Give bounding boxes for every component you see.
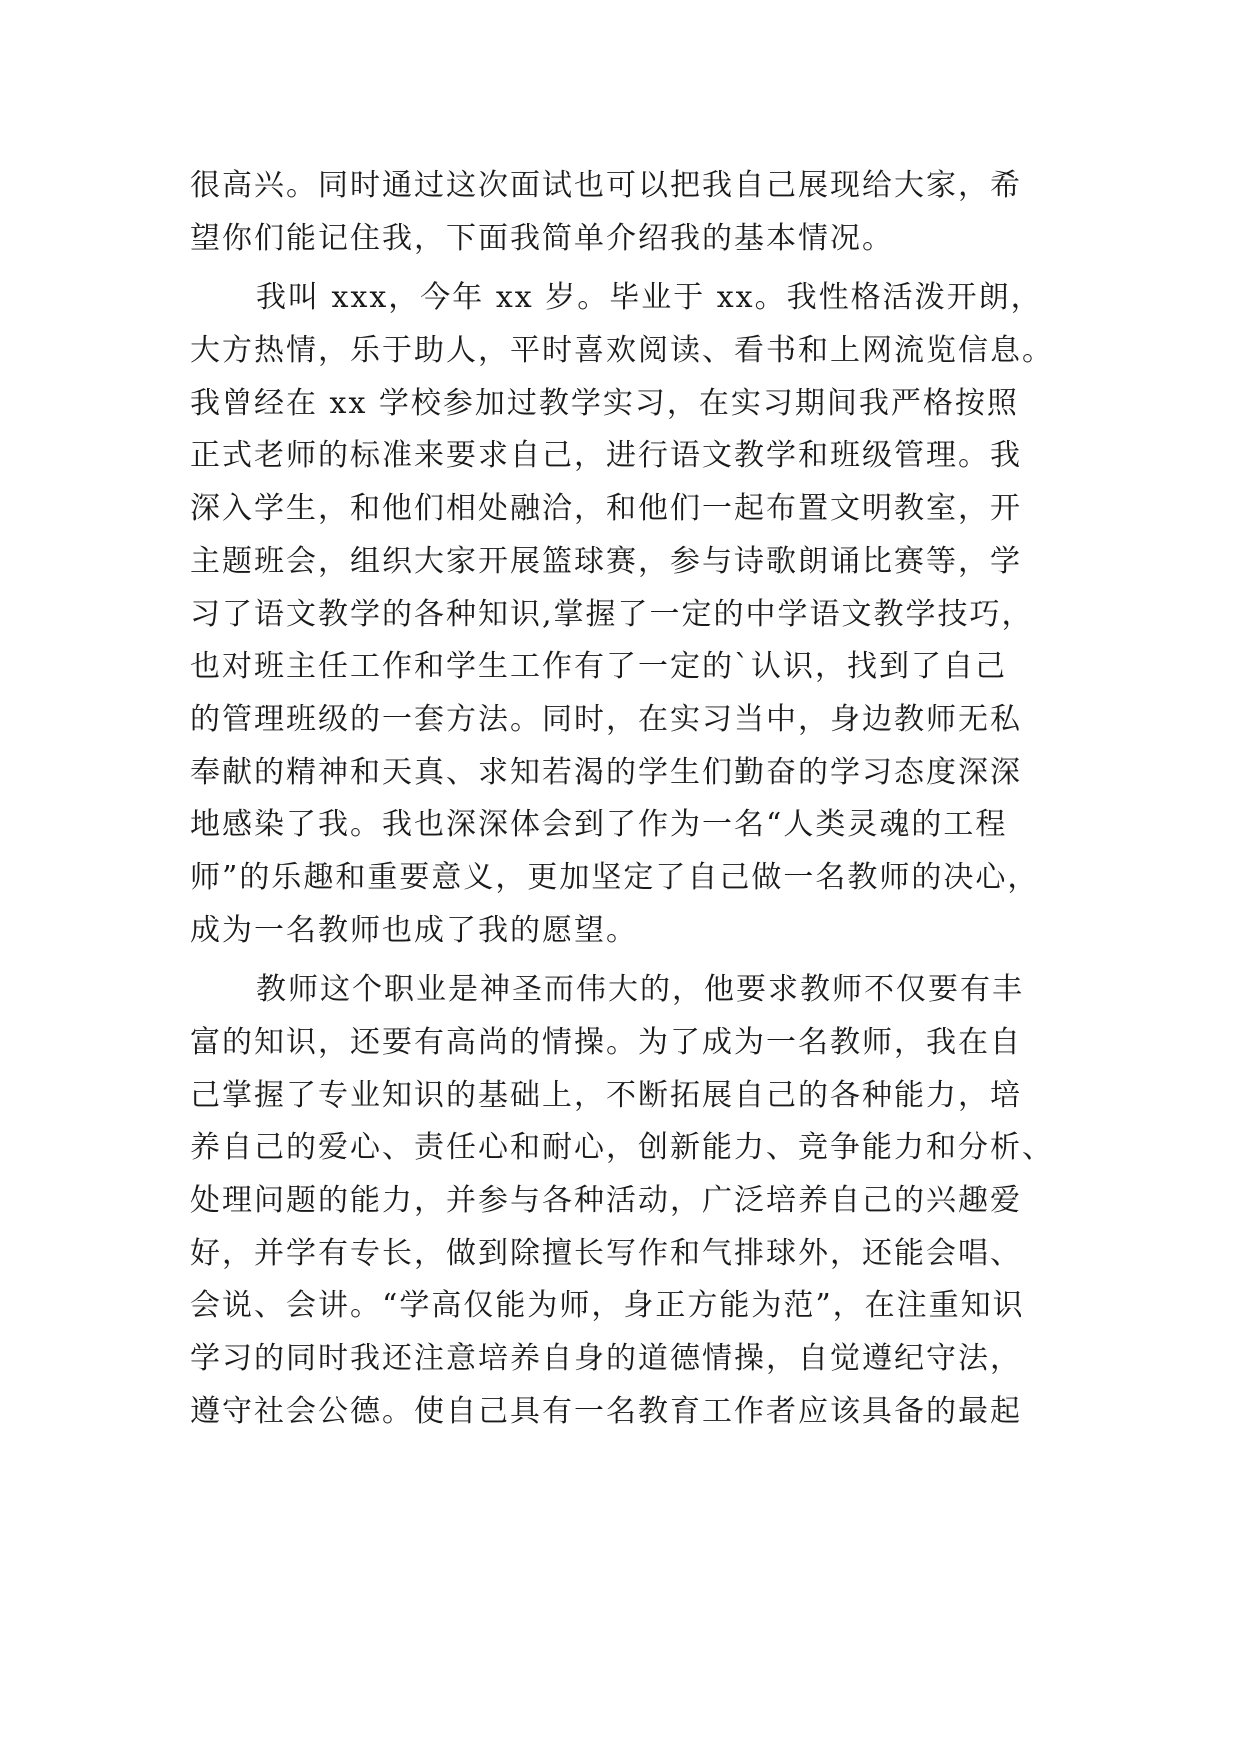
text-line: 奉献的精神和天真、求知若渴的学生们勤奋的学习态度深深 xyxy=(190,754,1022,790)
text-line: 我叫 xxx，今年 xx 岁。毕业于 xx。我性格活泼开朗， xyxy=(256,280,1043,316)
text-line: 教师这个职业是神圣而伟大的，他要求教师不仅要有丰 xyxy=(256,972,1024,1008)
text-line: 学习的同时我还注意培养自身的道德情操，自觉遵纪守法， xyxy=(190,1341,1022,1377)
paragraph-spacer xyxy=(190,265,1060,272)
text-line: 会说、会讲。“学高仅能为师，身正方能为范”，在注重知识 xyxy=(190,1288,1025,1324)
text-line: 好，并学有专长，做到除擅长写作和气排球外，还能会唱、 xyxy=(190,1235,1022,1271)
text-line: 深入学生，和他们相处融洽，和他们一起布置文明教室，开 xyxy=(190,491,1022,527)
text-line: 的管理班级的一套方法。同时，在实习当中，身边教师无私 xyxy=(190,701,1022,737)
text-line: 己掌握了专业知识的基础上，不断拓展自己的各种能力，培 xyxy=(190,1077,1022,1113)
text-line: 养自己的爱心、责任心和耐心，创新能力、竞争能力和分析、 xyxy=(190,1130,1054,1166)
text-line: 成为一名教师也成了我的愿望。 xyxy=(190,912,638,948)
text-line: 正式老师的标准来要求自己，进行语文教学和班级管理。我 xyxy=(190,438,1022,474)
document-body xyxy=(190,160,1060,1439)
text-line: 主题班会，组织大家开展篮球赛，参与诗歌朗诵比赛等，学 xyxy=(190,543,1022,579)
text-line: 遵守社会公德。使自己具有一名教育工作者应该具备的最起 xyxy=(190,1393,1022,1429)
text-line: 地感染了我。我也深深体会到了作为一名“人类灵魂的工程 xyxy=(190,807,1008,843)
text-line: 处理问题的能力，并参与各种活动，广泛培养自己的兴趣爱 xyxy=(190,1183,1022,1219)
text-line: 很高兴。同时通过这次面试也可以把我自己展现给大家，希 xyxy=(190,168,1022,203)
text-line: 师”的乐趣和重要意义，更加坚定了自己做一名教师的决心， xyxy=(190,859,1040,895)
text-line: 也对班主任工作和学生工作有了一定的`认识，找到了自己 xyxy=(190,649,1007,685)
paragraph-spacer xyxy=(190,957,1060,964)
text-line: 望你们能记住我，下面我简单介绍我的基本情况。 xyxy=(190,220,894,256)
text-line: 大方热情，乐于助人，平时喜欢阅读、看书和上网流览信息。 xyxy=(190,333,1054,369)
text-line: 富的知识，还要有高尚的情操。为了成为一名教师，我在自 xyxy=(190,1025,1022,1060)
text-line: 我曾经在 xx 学校参加过教学实习，在实习期间我严格按照 xyxy=(190,385,1019,421)
text-line: 习了语文教学的各种知识,掌握了一定的中学语文教学技巧， xyxy=(190,596,1034,632)
